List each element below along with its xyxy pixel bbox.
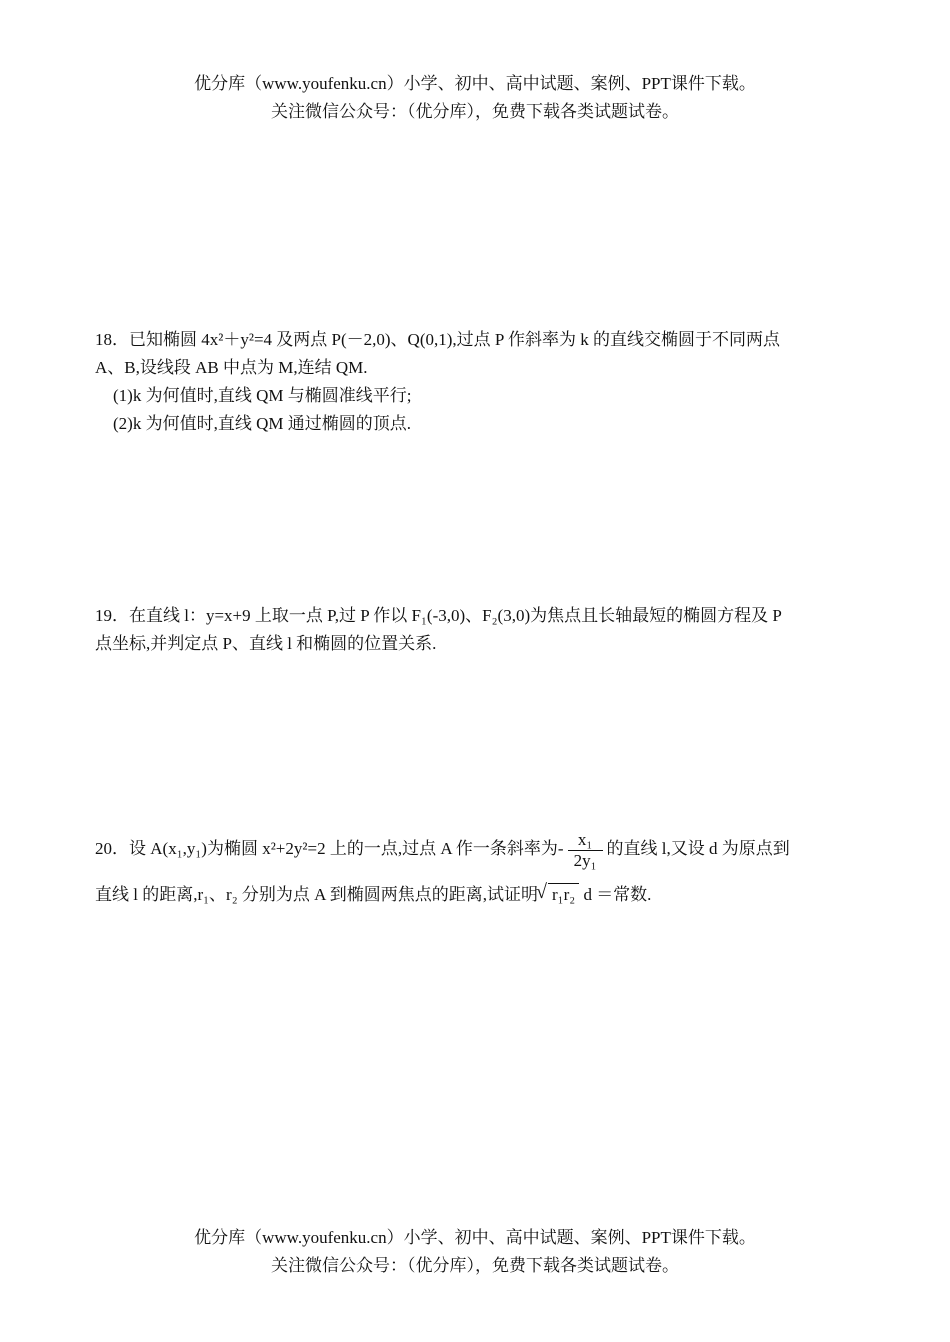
footer-line-2: 关注微信公众号：（优分库），免费下载各类试题试卷。	[271, 1256, 679, 1275]
footer-line-1: 优分库（www.youfenku.cn）小学、初中、高中试题、案例、PPT课件下载。	[194, 1228, 756, 1247]
q18-line-2: A、B,设线段 AB 中点为 M,连结 QM.	[95, 358, 368, 377]
page-header	[0, 70, 950, 126]
q20-line-2	[95, 872, 865, 918]
square-root-expression: √ r₁r₂	[548, 883, 579, 906]
slope-fraction	[568, 830, 603, 871]
page-footer	[0, 1224, 950, 1280]
q18-sub-1: (1)k 为何值时,直线 QM 与椭圆准线平行;	[113, 386, 412, 405]
q20-part-3: 直线 l 的距离,r₁、r₂ 分别为点 A 到椭圆两焦点的距离,试证明	[95, 885, 538, 904]
q20-line-1	[95, 826, 865, 872]
fraction-numerator: x₁	[568, 830, 603, 851]
header-line-2: 关注微信公众号：（优分库），免费下载各类试题试卷。	[271, 102, 679, 121]
q19-line-1: 19．在直线 l：y=x+9 上取一点 P,过 P 作以 F₁(-3,0)、F₂(3,0)为焦点且长轴最短的椭圆方程及 P	[95, 606, 782, 625]
q18-line-1: 18．已知椭圆 4x²＋y²=4 及两点 P(－2,0)、Q(0,1),过点 P 作斜率为 k 的直线交椭圆于不同两点	[95, 330, 780, 349]
fraction-denominator: 2y₁	[573, 850, 597, 870]
q20-part-1: 20．设 A(x₁,y₁)为椭圆 x²+2y²=2 上的一点,过点 A 作一条斜率为-	[95, 839, 564, 858]
q19-line-2: 点坐标,并判定点 P、直线 l 和椭圆的位置关系.	[95, 634, 437, 653]
q18-sub-2: (2)k 为何值时,直线 QM 通过椭圆的顶点.	[113, 414, 411, 433]
question-18	[95, 326, 865, 438]
question-20	[95, 826, 865, 918]
header-line-1: 优分库（www.youfenku.cn）小学、初中、高中试题、案例、PPT课件下载。	[194, 74, 756, 93]
q20-part-2: 的直线 l,又设 d 为原点到	[606, 839, 790, 858]
q20-part-4: d ＝常数.	[583, 885, 652, 904]
question-19	[95, 602, 865, 658]
